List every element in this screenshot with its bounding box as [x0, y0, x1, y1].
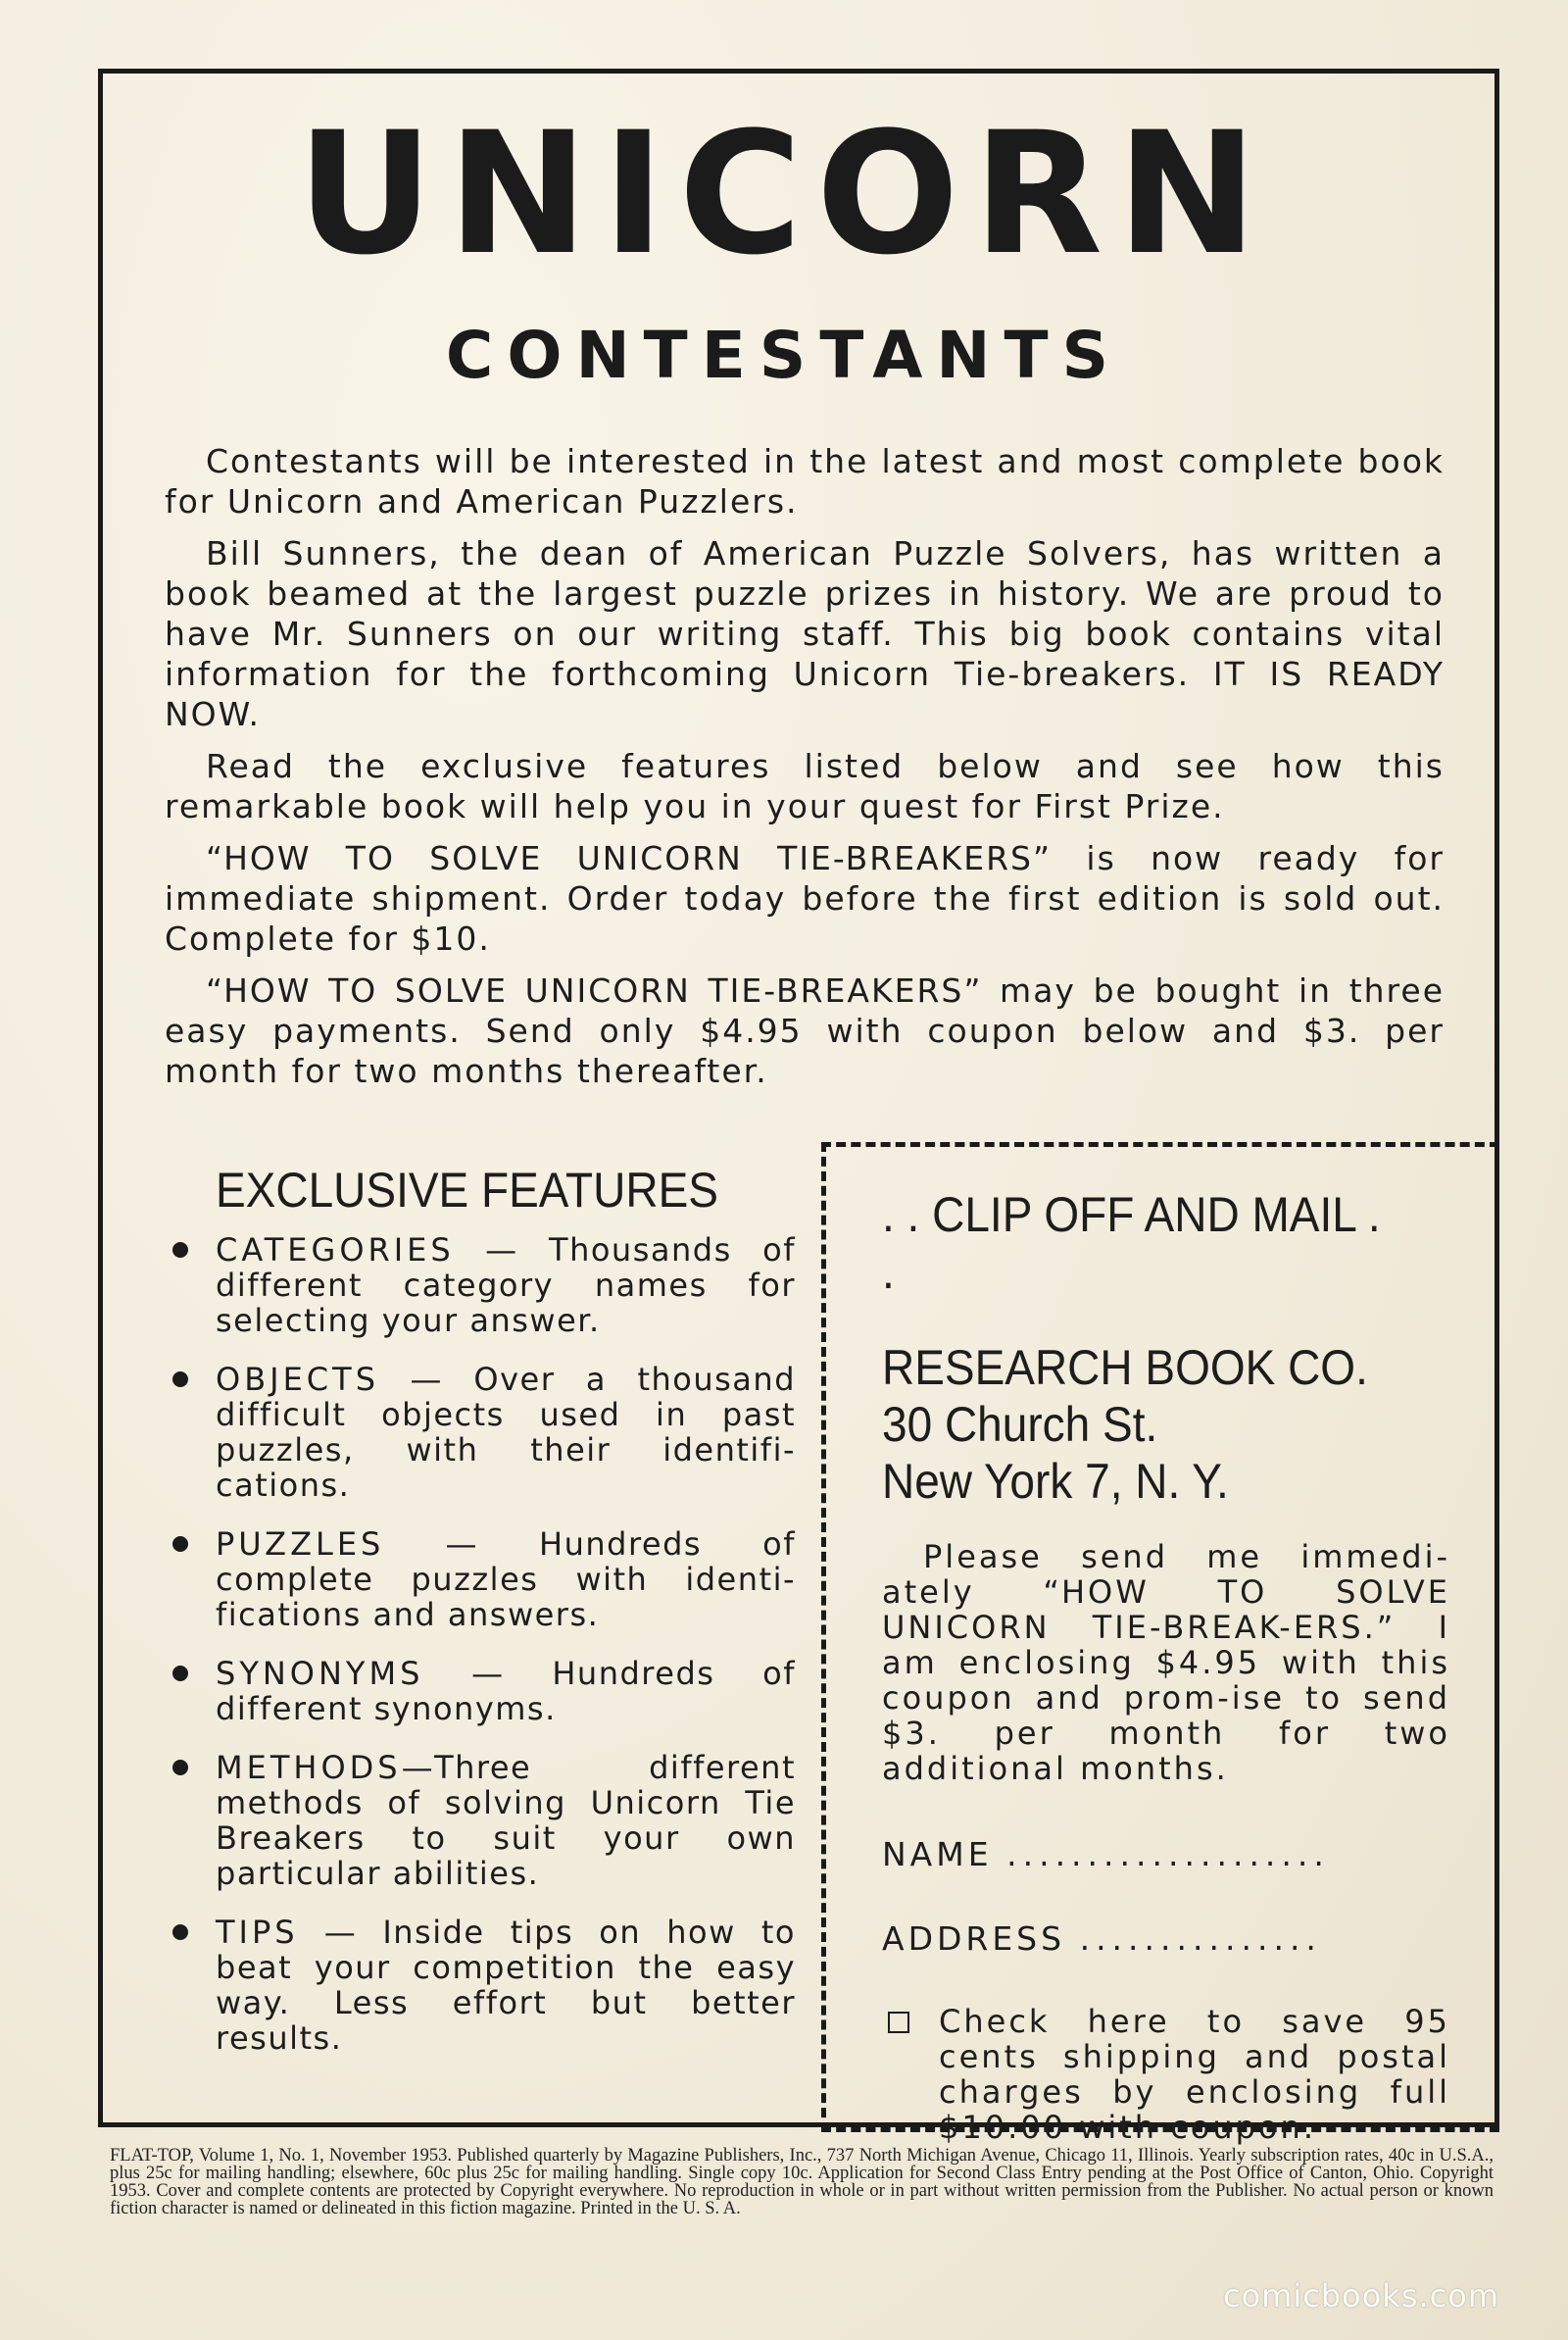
- feature-text: — Hundreds of different synonyms.: [216, 1655, 796, 1727]
- bullet-icon: [172, 1536, 188, 1552]
- feature-item: [169, 1362, 796, 1503]
- headline: UNICORN: [296, 95, 1272, 292]
- feature-item: [169, 1750, 796, 1891]
- bullet-icon: [172, 1924, 188, 1940]
- checkbox-label: Check here to save 95 cents shipping and postal charges by enclosing full $10.00 with coupon.: [939, 2003, 1450, 2146]
- bullet-icon: [172, 1760, 188, 1775]
- bullet-icon: [172, 1666, 188, 1681]
- order-coupon: [882, 1186, 1450, 2145]
- feature-text: — Inside tips on how to beat your competition the easy way. Less effort but better results.: [216, 1914, 796, 2057]
- company-name: RESEARCH BOOK CO.: [882, 1340, 1368, 1395]
- paragraph: Contestants will be interested in the latest and most complete book for Unicorn and American Puzzlers.: [165, 442, 1445, 521]
- subhead: CONTESTANTS: [445, 318, 1123, 393]
- feature-term: CATEGORIES: [216, 1231, 455, 1269]
- publication-fine-print: FLAT-TOP, Volume 1, No. 1, November 1953. Published quarterly by Magazine Publishers, Inc., 737 North Michigan Avenue, Chicago 11, Illinois. Yearly subscription rates, 40c in U.S.A., plus 25c for mailing handling; elsewhere, 60c plus 25c for mailing handling. Single copy 10c. Application for Second Class Entry pending at the Post Office of Canton, Ohio. Copyright 1953. Cover and complete contents are protected by Copyright everywhere. No reproduction in whole or in part without written permission from the Publisher. No actual person or known fiction character is named or delineated in this fiction magazine. Printed in the U. S. A.: [110, 2146, 1494, 2218]
- order-text: Please send me immedi-ately “HOW TO SOLVE UNICORN TIE-BREAK-ERS.” I am enclosing $4.95 with this coupon and prom-ise to send $3. per month for two additional months.: [882, 1538, 1450, 1787]
- clip-instruction: . . CLIP OFF AND MAIL . .: [882, 1187, 1381, 1299]
- name-label: NAME: [882, 1835, 993, 1873]
- ad-body: [165, 441, 1445, 1103]
- feature-text: — Thousands of different category names for selecting your answer.: [216, 1231, 796, 1339]
- city-address: New York 7, N. Y.: [882, 1454, 1229, 1509]
- street-address: 30 Church St.: [882, 1397, 1158, 1452]
- feature-item: [169, 1915, 796, 2056]
- feature-term: TIPS: [216, 1914, 299, 1951]
- watermark: comicbooks.com: [1222, 2277, 1499, 2315]
- paragraph: Bill Sunners, the dean of American Puzzle Solvers, has written a book beamed at the largest puzzle prizes in history. We are proud to have Mr. Sunners on our writing staff. This big book contains vital information for the forthcoming Unicorn Tie-breakers. IT IS READY NOW.: [165, 534, 1445, 733]
- feature-term: SYNONYMS: [216, 1655, 424, 1692]
- feature-text: —Three different methods of solving Unicorn Tie Breakers to suit your own particular abilities.: [216, 1749, 796, 1892]
- address-blank[interactable]: ...............: [1079, 1919, 1322, 1958]
- paragraph: “HOW TO SOLVE UNICORN TIE-BREAKERS” may be bought in three easy payments. Send only $4.95 with coupon below and $3. per month for two months thereafter.: [165, 971, 1445, 1090]
- features-section: [169, 1162, 796, 2079]
- paragraph: “HOW TO SOLVE UNICORN TIE-BREAKERS” is now ready for immediate shipment. Order today before the first edition is sold out. Complete for $10.: [165, 839, 1445, 958]
- shipping-option[interactable]: [882, 2004, 1450, 2145]
- feature-item: [169, 1526, 796, 1632]
- address-label: ADDRESS: [882, 1919, 1066, 1958]
- bullet-icon: [172, 1242, 188, 1258]
- paragraph: Read the exclusive features listed below and see how this remarkable book will help you in your quest for First Prize.: [165, 747, 1445, 825]
- bullet-icon: [172, 1371, 188, 1387]
- feature-text: — Hundreds of complete puzzles with identi-fications and answers.: [216, 1525, 796, 1633]
- feature-item: [169, 1232, 796, 1338]
- name-field[interactable]: [882, 1835, 1450, 1874]
- checkbox[interactable]: [888, 2012, 909, 2033]
- name-blank[interactable]: ....................: [1006, 1835, 1330, 1873]
- features-title: EXCLUSIVE FEATURES: [216, 1163, 718, 1218]
- feature-text: — Over a thousand difficult objects used in past puzzles, with their identifi-cations.: [216, 1361, 796, 1504]
- feature-term: METHODS: [216, 1749, 402, 1786]
- feature-term: OBJECTS: [216, 1361, 379, 1398]
- feature-item: [169, 1656, 796, 1726]
- feature-term: PUZZLES: [216, 1525, 385, 1563]
- address-field[interactable]: [882, 1919, 1450, 1959]
- mailing-address: [882, 1339, 1405, 1510]
